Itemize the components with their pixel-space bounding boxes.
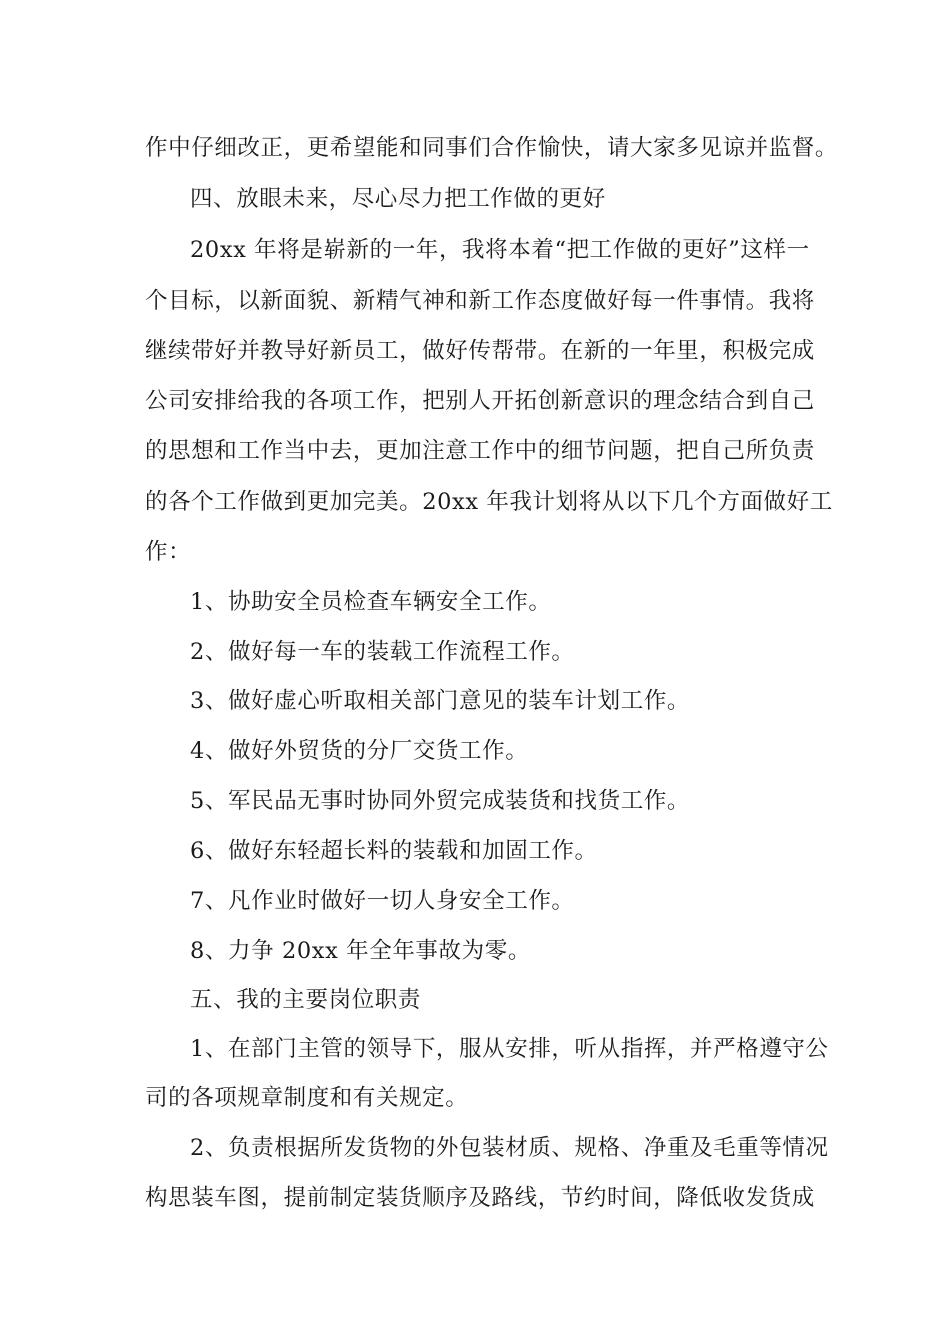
list-item: 2、做好每一车的装载工作流程工作。	[190, 639, 575, 665]
list-item: 3、做好虚心听取相关部门意见的装车计划工作。	[190, 688, 691, 714]
text-line: 20xx 年将是崭新的一年，我将本着“把工作做的更好”这样一	[190, 237, 810, 263]
text-line: 继续带好并教导好新员工，做好传帮带。在新的一年里，积极完成	[145, 338, 815, 364]
text-line: 作中仔细改正，更希望能和同事们合作愉快，请大家多见谅并监督。	[145, 135, 839, 161]
list-item: 4、做好外贸货的分厂交货工作。	[190, 738, 529, 764]
text-line: 司的各项规章制度和有关规定。	[145, 1085, 469, 1111]
text-line: 2、负责根据所发货物的外包装材质、规格、净重及毛重等情况	[190, 1135, 829, 1161]
list-item: 6、做好东轻超长料的装载和加固工作。	[190, 838, 598, 864]
text-line: 作：	[145, 539, 192, 565]
text-line: 构思装车图，提前制定装货顺序及路线，节约时间，降低收发货成	[145, 1185, 815, 1211]
list-item: 5、军民品无事时协同外贸完成装货和找货工作。	[190, 788, 691, 814]
text-line: 的各个工作做到更加完美。20xx 年我计划将从以下几个方面做好工	[145, 489, 833, 515]
section-heading: 四、放眼未来，尽心尽力把工作做的更好	[190, 186, 606, 212]
section-heading: 五、我的主要岗位职责	[190, 987, 422, 1013]
list-item: 8、力争 20xx 年全年事故为零。	[190, 938, 531, 964]
text-line: 1、在部门主管的领导下，服从安排，听从指挥，并严格遵守公	[190, 1036, 829, 1062]
text-line: 个目标，以新面貌、新精气神和新工作态度做好每一件事情。我将	[145, 288, 815, 314]
text-line: 的思想和工作当中去，更加注意工作中的细节问题，把自己所负责	[145, 438, 815, 464]
text-line: 公司安排给我的各项工作，把别人开拓创新意识的理念结合到自己	[145, 388, 815, 414]
list-item: 1、协助安全员检查车辆安全工作。	[190, 589, 552, 615]
list-item: 7、凡作业时做好一切人身安全工作。	[190, 888, 575, 914]
